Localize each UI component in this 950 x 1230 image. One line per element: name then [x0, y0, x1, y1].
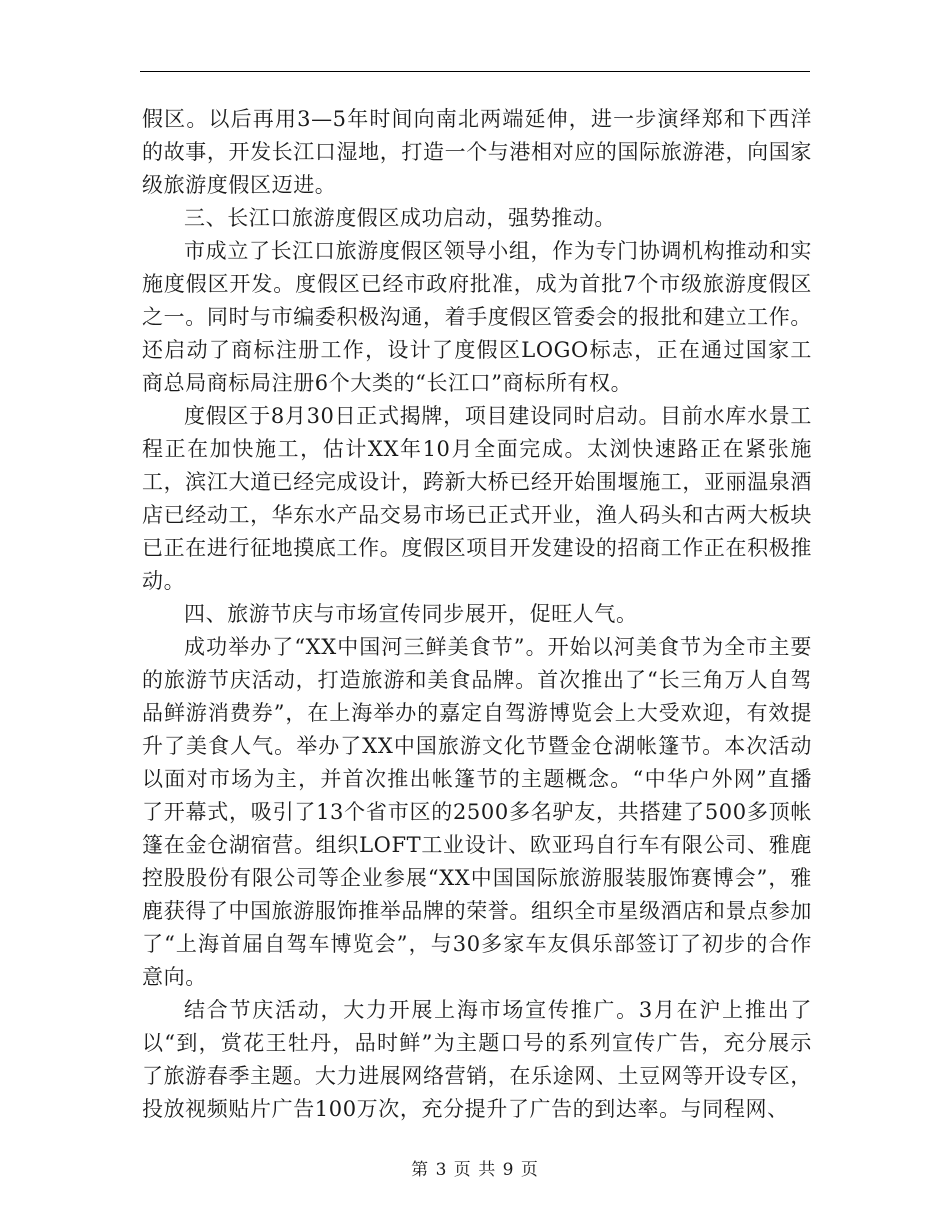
page-number: 第 3 页 共 9 页 [411, 1160, 539, 1180]
section-heading-3: 三、长江口旅游度假区成功启动，强势推动。 [184, 206, 616, 230]
paragraph-2: 市成立了长江口旅游度假区领导小组，作为专门协调机构推动和实施度假区开发。度假区已经市政府批准，成为首批7个市级旅游度假区之一。同时与市编委积极沟通，着手度假区管委会的报批和建立工作。还启动了商标注册工作，设计了度假区LOGO标志，正在通过国家工商总局商标局注册6个大类的“长江口”商标所有权。 [142, 239, 812, 395]
paragraph-3: 度假区于8月30日正式揭牌，项目建设同时启动。目前水库水景工程正在加快施工，估计XX年10月全面完成。太浏快速路正在紧张施工，滨江大道已经完成设计，跨新大桥已经开始围堰施工，亚丽温泉酒店已经动工，华东水产品交易市场已正式开业，渔人码头和古两大板块已正在进行征地摸底工作。度假区项目开发建设的招商工作正在积极推动。 [142, 404, 812, 593]
paragraph-1: 假区。以后再用3—5年时间向南北两端延伸，进一步演绎郑和下西洋的故事，开发长江口湿地，打造一个与港相对应的国际旅游港，向国家级旅游度假区迈进。 [142, 107, 812, 197]
paragraph-5: 结合节庆活动，大力开展上海市场宣传推广。3月在沪上推出了以“到，赏花王牡丹，品时鲜”为主题口号的系列宣传广告，充分展示了旅游春季主题。大力进展网络营销，在乐途网、土豆网等开设专区，投放视频贴片广告100万次，充分提升了广告的到达率。与同程网、 [142, 998, 812, 1121]
paragraph-4: 成功举办了“XX中国河三鲜美食节”。开始以河美食节为全市主要的旅游节庆活动，打造旅游和美食品牌。首次推出了“长三角万人自驾品鲜游消费券”，在上海举办的嘉定自驾游博览会上大受欢迎，有效提升了美食人气。举办了XX中国旅游文化节暨金仓湖帐篷节。本次活动以面对市场为主，并首次推出帐篷节的主题概念。“中华户外网”直播了开幕式，吸引了13个省市区的2500多名驴友，共搭建了500多顶帐篷在金仓湖宿营。组织LOFT工业设计、欧亚玛自行车有限公司、雅鹿控股股份有限公司等企业参展“XX中国国际旅游服装服饰赛博会”，雅鹿获得了中国旅游服饰推举品牌的荣誉。组织全市星级酒店和景点参加了“上海首届自驾车博览会”，与30多家车友俱乐部签订了初步的合作意向。 [142, 635, 812, 989]
header-rule [140, 71, 810, 72]
section-heading-4: 四、旅游节庆与市场宣传同步展开，促旺人气。 [184, 602, 638, 626]
page-footer [0, 1155, 950, 1180]
document-body [142, 103, 812, 1126]
